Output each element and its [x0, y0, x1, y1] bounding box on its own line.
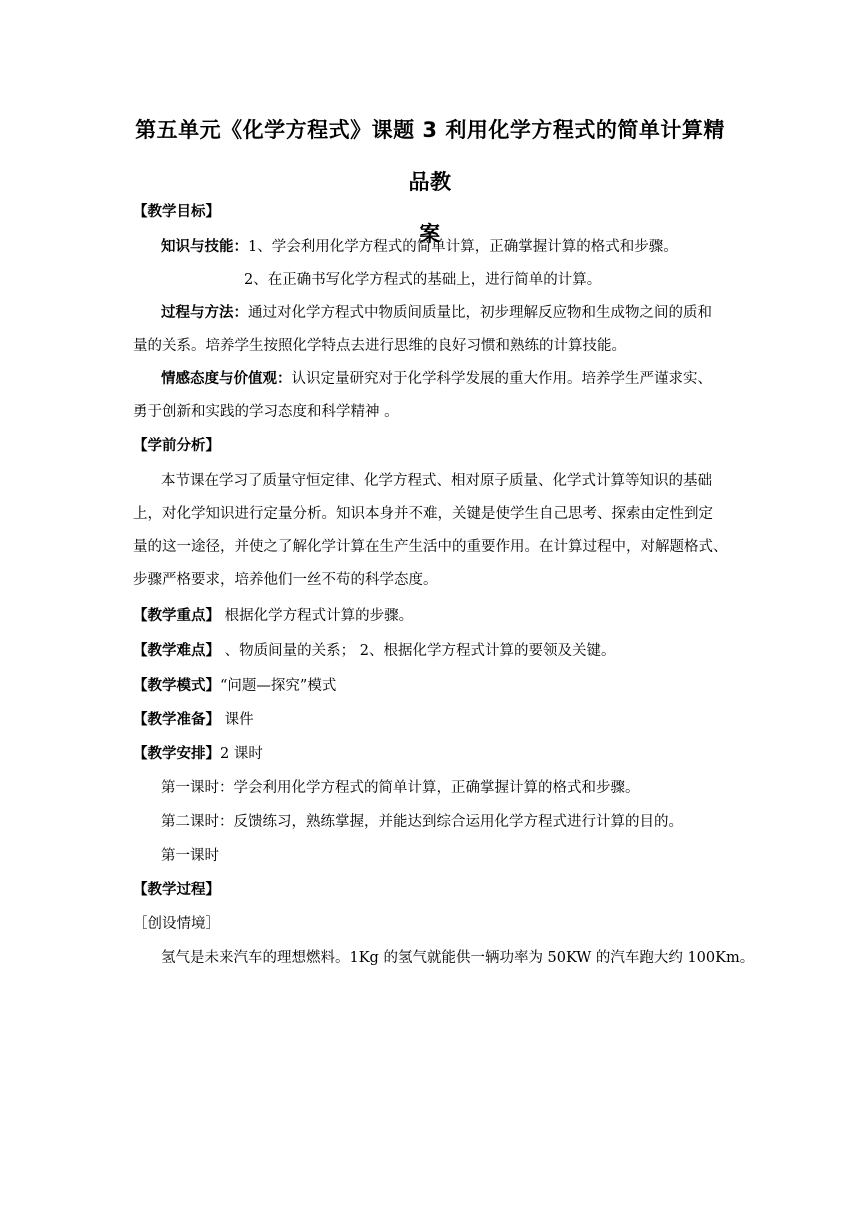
- knowledge-line-1: [161, 237, 678, 257]
- difficulty-line: [133, 641, 615, 661]
- emotion-line-2: 勇于创新和实践的学习态度和科学精神 。: [133, 404, 399, 420]
- analysis-line-2: 上，对化学知识进行定量分析。知识本身并不难，关键是使学生自己思考、探索由定性到定: [133, 506, 713, 522]
- schedule-line: [133, 744, 263, 764]
- analysis-line-1: 本节课在学习了质量守恒定律、化学方程式、相对原子质量、化学式计算等知识的基础: [161, 473, 712, 489]
- scene-text: 氢气是未来汽车的理想燃料。1Kg 的氢气就能供一辆功率为 50KW 的汽车跑大约 100Km。: [161, 950, 755, 966]
- key-point-label: 【教学重点】: [133, 608, 220, 624]
- analysis-line-4: 步骤严格要求，培养他们一丝不苟的科学态度。: [133, 572, 438, 588]
- process-line-2: 量的关系。培养学生按照化学特点去进行思维的良好习惯和熟练的计算技能。: [133, 338, 626, 354]
- process-label: 过程与方法：: [161, 305, 248, 321]
- knowledge-label: 知识与技能：: [161, 239, 248, 255]
- analysis-line-3: 量的这一途径，并使之了解化学计算在生产生活中的重要作用。在计算过程中，对解题格式、: [133, 539, 728, 555]
- mode-label: 【教学模式】: [133, 678, 220, 694]
- emotion-label: 情感态度与价值观：: [161, 371, 292, 387]
- prep-text: 课件: [220, 712, 254, 728]
- schedule-text: 2 课时: [220, 746, 263, 762]
- title-line-1: 第五单元《化学方程式》课题 3 利用化学方程式的简单计算精品教: [135, 118, 725, 194]
- prep-line: [133, 710, 254, 730]
- process-heading: 【教学过程】: [133, 882, 220, 898]
- mode-line: [133, 676, 336, 696]
- difficulty-text: 、物质间量的关系； 2、根据化学方程式计算的要领及关键。: [220, 643, 616, 659]
- prep-label: 【教学准备】: [133, 712, 220, 728]
- mode-text: “问题—探究”模式: [220, 678, 337, 694]
- emotion-text-1: 认识定量研究对于化学科学发展的重大作用。培养学生严谨求实、: [291, 371, 712, 387]
- analysis-heading: 【学前分析】: [133, 438, 220, 454]
- schedule-label: 【教学安排】: [133, 746, 220, 762]
- key-point-text: 根据化学方程式计算的步骤。: [220, 608, 414, 624]
- knowledge-line-2: 2、在正确书写化学方程式的基础上，进行简单的计算。: [244, 272, 602, 288]
- process-line-1: [161, 303, 712, 323]
- knowledge-text-1: 1、学会利用化学方程式的简单计算，正确掌握计算的格式和步骤。: [248, 239, 678, 255]
- goals-heading: 【教学目标】: [133, 204, 220, 220]
- emotion-line-1: [161, 369, 712, 389]
- difficulty-label: 【教学难点】: [133, 643, 220, 659]
- lesson-1-line: 第一课时：学会利用化学方程式的简单计算，正确掌握计算的格式和步骤。: [161, 780, 640, 796]
- key-point-line: [133, 606, 413, 626]
- title-line-2: 案: [419, 222, 441, 246]
- first-lesson-line: 第一课时: [161, 848, 219, 864]
- scene-label: ［创设情境］: [133, 916, 220, 932]
- process-text-1: 通过对化学方程式中物质间质量比，初步理解反应物和生成物之间的质和: [248, 305, 712, 321]
- lesson-2-line: 第二课时：反馈练习，熟练掌握，并能达到综合运用化学方程式进行计算的目的。: [161, 814, 683, 830]
